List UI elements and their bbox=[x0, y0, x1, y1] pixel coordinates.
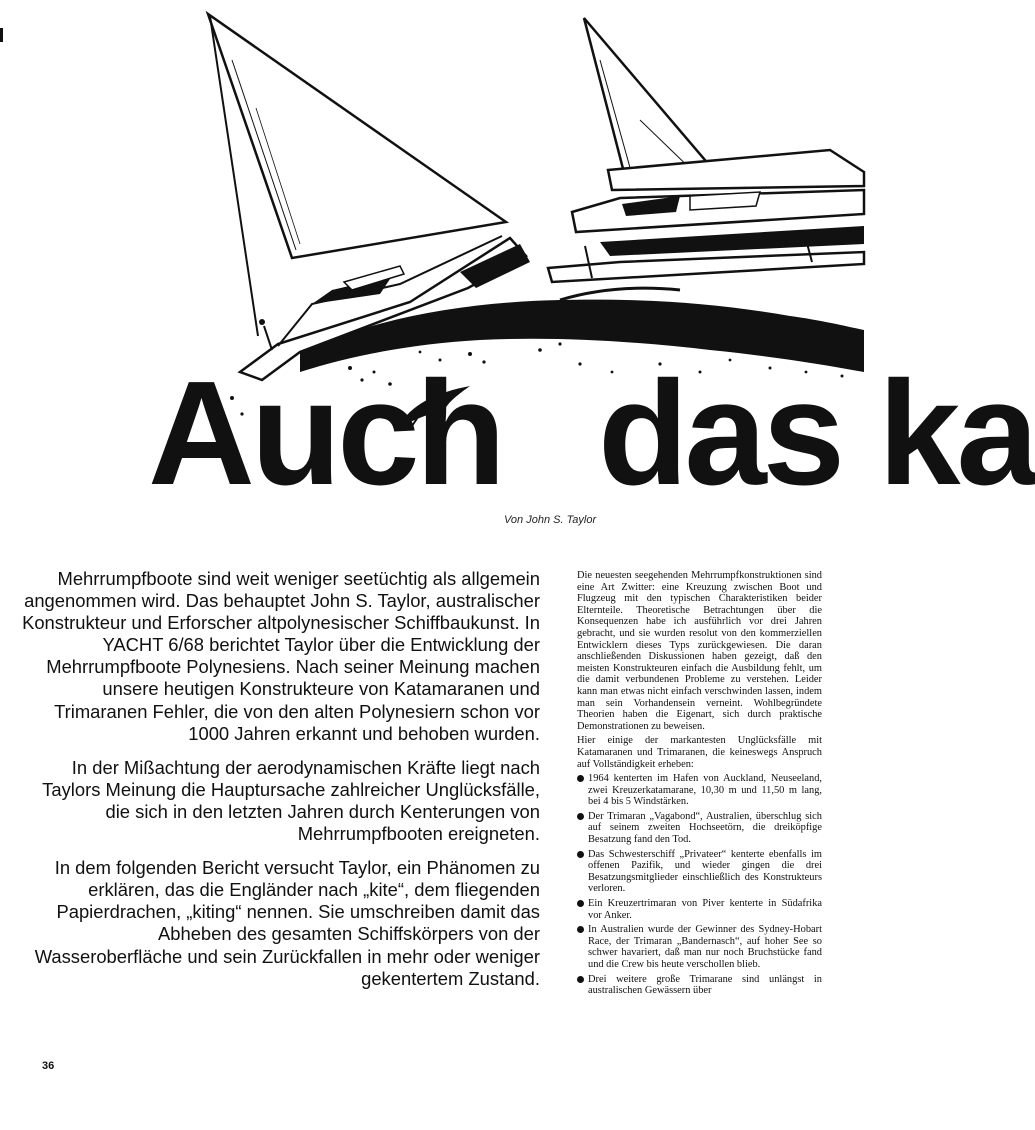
bullet-icon bbox=[577, 851, 584, 858]
lead-paragraph: In der Mißachtung der aerodynamischen Kräfte liegt nach Taylors Meinung die Hauptursache zahlreicher Unglücksfälle, die sich in den letzten Jahren durch Kenterungen von Mehrrumpfbooten ereigneten. bbox=[42, 756, 540, 845]
bullet-icon bbox=[577, 775, 584, 782]
headline-part2: das ka bbox=[598, 351, 1035, 516]
bullet-icon bbox=[577, 900, 584, 907]
bullet-icon bbox=[577, 976, 584, 983]
incident-text: Der Trimaran „Vagabond“, Australien, überschlug sich auf seinem zweiten Hochseetörn, die dreiköpfige Besatzung fand den Tod. bbox=[588, 810, 822, 846]
incident-text: Drei weitere große Trimarane sind unlängst in australischen Gewässern über bbox=[588, 973, 822, 997]
body-paragraph: Die neuesten seegehenden Mehrrumpfkonstruktionen sind eine Art Zwitter: eine Kreuzung zwischen Boot und Flugzeug mit den typischen Charakteristiken beider Elternteile. Theoretische Betrachtungen über die Konsequenzen habe ich ausführlich vor drei Jahren gebracht, und sie wurden resolut von den kommerziellen Entwicklern dieses Typs zurückgewiesen. Die daran anschließenden Diskussionen haben gezeigt, daß den meisten Konstrukteuren einfach die Ausbildung fehlt, um die damit verbundenen Probleme zu verstehen. Leider kann man etwas nicht einfach verschwinden lassen, indem man sein Vorhandensein verneint. Wohlbegründete Theorien haben die Eigenart, sich durch praktische Demonstrationen zu beweisen. bbox=[577, 570, 822, 732]
incident-list-item bbox=[577, 898, 822, 921]
body-paragraph: Hier einige der markantesten Unglücksfälle mit Katamaranen und Trimaranen, die keineswegs Anspruch auf Vollständigkeit erheben: bbox=[577, 735, 822, 770]
lead-paragraph: Mehrrumpfboote sind weit weniger seetüchtig als allgemein angenommen wird. Das behauptet John S. Taylor, australischer Konstrukteur und Erforscher altpolynesischer Schiffbaukunst. In YACHT 6/68 berichtet Taylor über die Entwicklung der Mehrrumpfboote Polynesiens. Nach seiner Meinung machen unsere heutigen Konstrukteure von Katamaranen und Trimaranen Fehler, die von den alten Polynesiern schon vor 1000 Jahren erkannt und behoben wurden. bbox=[22, 568, 540, 744]
bullet-icon bbox=[577, 926, 584, 933]
incident-list-item bbox=[577, 924, 822, 970]
incident-text: In Australien wurde der Gewinner des Sydney-Hobart Race, der Trimaran „Bandernasch“, auf hoher See so schwer havariert, daß man nur noch Bruchstücke fand und die Crew bis heute verschollen blieb. bbox=[588, 924, 822, 970]
incident-text: Das Schwesterschiff „Privateer“ kenterte ebenfalls im offenen Pazifik, und wieder gingen die drei Besatzungsmitglieder einschließlich des Konstrukteurs verloren. bbox=[588, 848, 822, 895]
byline: Von John S. Taylor bbox=[504, 514, 597, 526]
incident-list-item bbox=[577, 974, 822, 997]
incident-list-item bbox=[577, 849, 822, 895]
headline bbox=[148, 351, 1035, 516]
incident-text: 1964 kenterten im Hafen von Auckland, Neuseeland, zwei Kreuzerkatamarane, 10,30 m und 11,50 m lang, bei 4 bis 5 Windstärken. bbox=[588, 773, 822, 808]
bullet-icon bbox=[577, 813, 584, 820]
incident-list-item bbox=[577, 811, 822, 846]
incident-text: Ein Kreuzertrimaran von Piver kenterte in Südafrika vor Anker. bbox=[588, 898, 822, 921]
incident-list-item bbox=[577, 773, 822, 808]
headline-part1: Auch bbox=[148, 351, 502, 516]
body-column bbox=[577, 570, 822, 1000]
lead-text bbox=[20, 568, 540, 1002]
lead-paragraph: In dem folgenden Bericht versucht Taylor, ein Phänomen zu erklären, das die Engländer nach „kite“, dem fliegenden Papierdrachen, „kiting“ nennen. Sie umschreiben damit das Abheben des gesamten Schiffskörpers von der Wasseroberfläche und sein Zurückfallen in mehr oder weniger gekentertem Zustand. bbox=[34, 857, 540, 989]
page-number: 36 bbox=[42, 1060, 55, 1072]
